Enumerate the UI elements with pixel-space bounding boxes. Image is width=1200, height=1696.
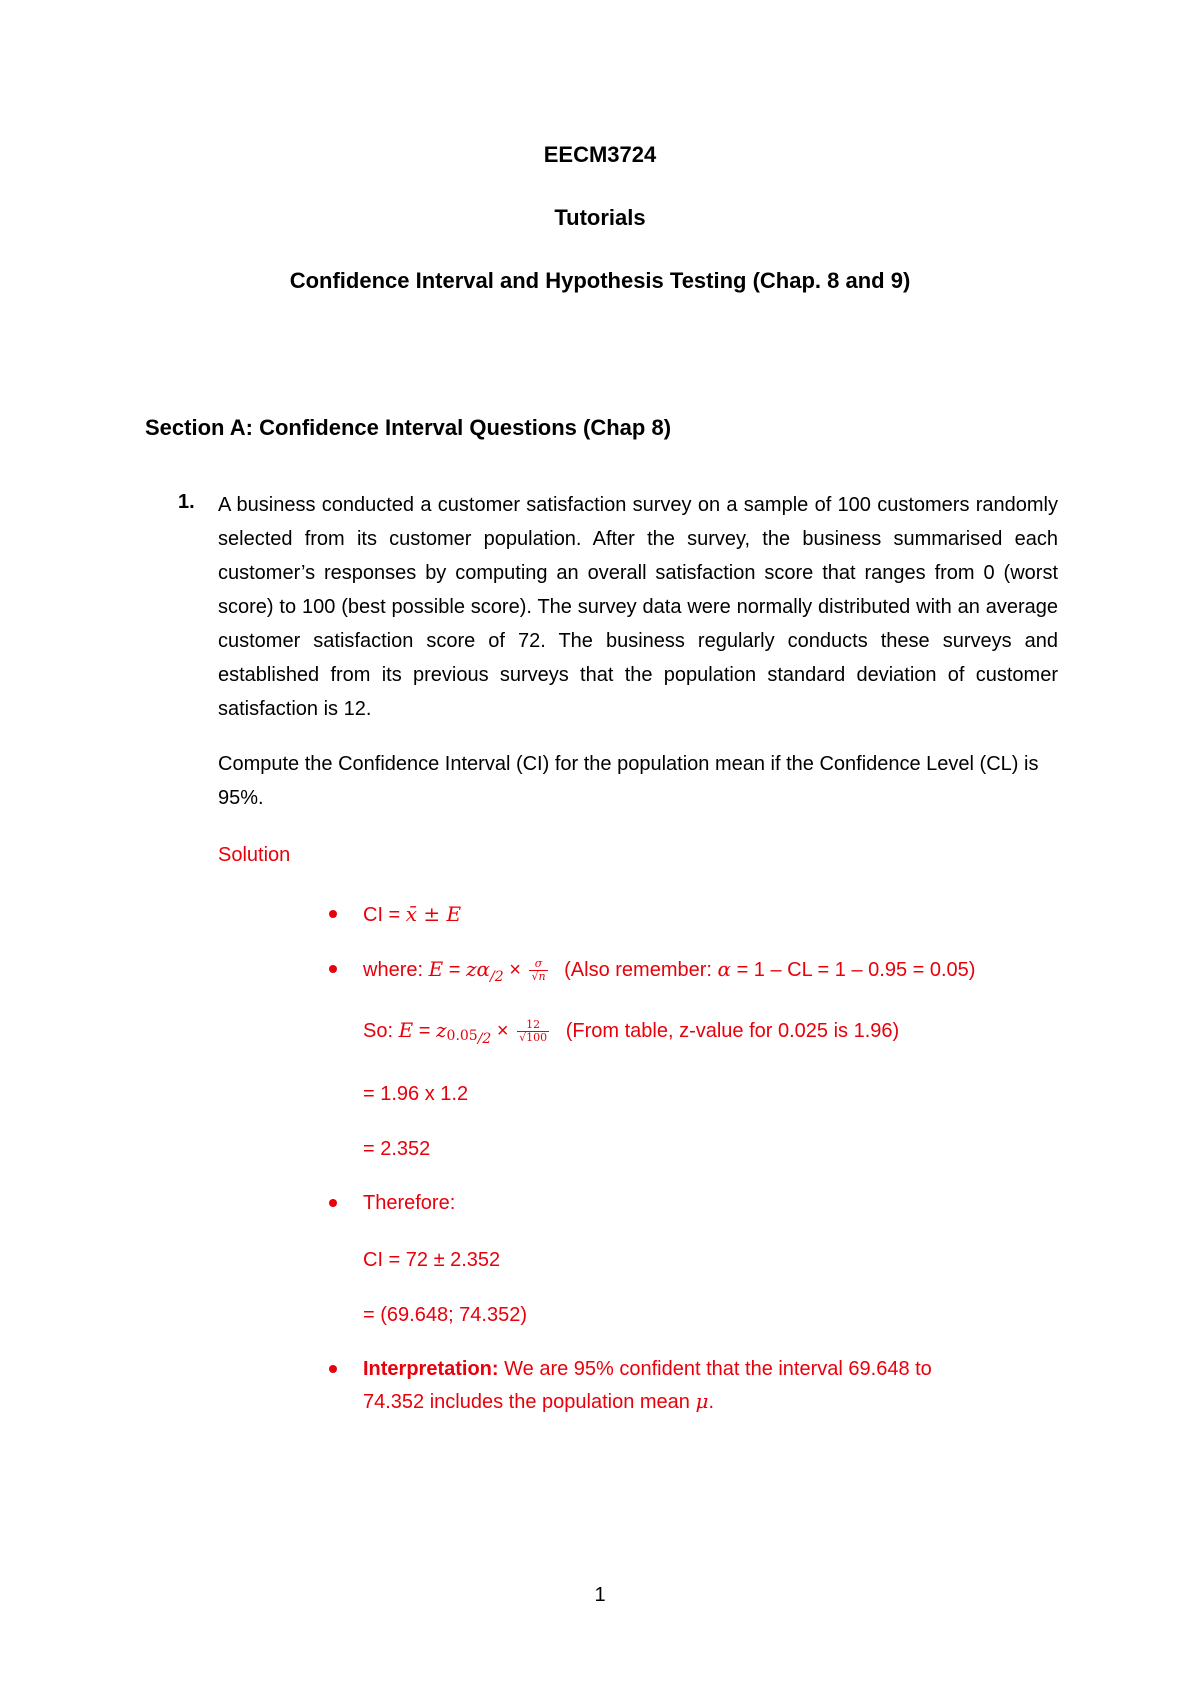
bullet-icon bbox=[329, 910, 337, 918]
so-z: z bbox=[435, 1018, 447, 1042]
document-subtitle: Tutorials bbox=[554, 205, 646, 230]
bullet-icon bbox=[329, 1199, 337, 1207]
bullet-icon bbox=[329, 965, 337, 973]
interpretation-text-1: We are 95% confident that the interval 69.648 to bbox=[498, 1358, 932, 1380]
question-task: Compute the Confidence Interval (CI) for the population mean if the Confidence Level (CL) is 95%. bbox=[218, 753, 1039, 809]
margin-formula-line bbox=[363, 955, 975, 986]
alpha-note bbox=[564, 959, 975, 981]
document-topic: Confidence Interval and Hypothesis Testing (Chap. 8 and 9) bbox=[289, 268, 911, 293]
interpretation-text-2: 74.352 includes the population mean bbox=[363, 1391, 696, 1413]
frac-numerator: σ bbox=[529, 958, 547, 971]
interpretation-line-2 bbox=[363, 1387, 714, 1416]
ci-prefix: CI = bbox=[363, 904, 406, 926]
twelve-over-root-hundred bbox=[517, 1019, 549, 1044]
page-number: 1 bbox=[594, 1584, 606, 1606]
frac-numerator: 12 bbox=[517, 1019, 549, 1032]
section-title: Section A: Confidence Interval Questions (Chap 8) bbox=[145, 415, 672, 440]
so-eq: = bbox=[413, 1020, 436, 1042]
interpretation-label: Interpretation: bbox=[363, 1358, 499, 1380]
frac-denominator: √100 bbox=[519, 1031, 548, 1045]
therefore-label: Therefore: bbox=[363, 1192, 456, 1214]
where-times: × bbox=[503, 959, 527, 981]
question-text: A business conducted a customer satisfaction survey on a sample of 100 customers randomly selected from its customer population. After the survey, the business summarised each customer’s responses by computing an overall satisfaction score that ranges from 0 (worst score) to 100 (best possible score). The survey data were normally distributed with an average customer satisfaction score of 72. The business regularly conducts these surveys and established from its previous surveys that the population standard deviation of customer satisfaction is 12. bbox=[218, 494, 1058, 720]
solution-label: Solution bbox=[218, 844, 291, 866]
calculation-step-2: = 2.352 bbox=[363, 1138, 431, 1160]
alpha-note-rest: = 1 – CL = 1 – 0.95 = 0.05) bbox=[731, 959, 976, 981]
interpretation-line-1 bbox=[363, 1355, 932, 1383]
z-table-note: (From table, z-value for 0.025 is 1.96) bbox=[565, 1020, 900, 1042]
so-z-subscript: 0.05 bbox=[446, 1028, 478, 1044]
interpretation-end: . bbox=[708, 1391, 715, 1413]
where-slash-denominator: /2 bbox=[490, 969, 504, 985]
where-prefix: where: bbox=[363, 959, 429, 981]
where-eq: = bbox=[443, 959, 466, 981]
ci-formula-line bbox=[363, 900, 461, 929]
ci-calculation-2: = (69.648; 74.352) bbox=[363, 1304, 528, 1326]
mu-symbol: μ bbox=[695, 1389, 709, 1413]
where-e: E bbox=[428, 957, 444, 981]
bullet-icon bbox=[329, 1365, 337, 1373]
ci-calculation-1: CI = 72 ± 2.352 bbox=[363, 1249, 501, 1271]
alpha-symbol: α bbox=[717, 957, 732, 981]
so-e: E bbox=[398, 1018, 414, 1042]
where-z-alpha: zα bbox=[466, 957, 491, 981]
course-code: EECM3724 bbox=[543, 142, 657, 167]
alpha-note-prefix: (Also remember: bbox=[564, 959, 718, 981]
so-times: × bbox=[491, 1020, 515, 1042]
calculation-step-1: = 1.96 x 1.2 bbox=[363, 1083, 469, 1105]
question-number: 1. bbox=[178, 491, 195, 513]
margin-substitution-line bbox=[363, 1016, 899, 1047]
sigma-over-root-n bbox=[529, 958, 547, 983]
so-slash-denominator: /2 bbox=[477, 1031, 492, 1047]
ci-formula: x̄ ± E bbox=[405, 902, 462, 926]
frac-denominator: √n bbox=[531, 970, 546, 984]
so-prefix: So: bbox=[363, 1020, 399, 1042]
